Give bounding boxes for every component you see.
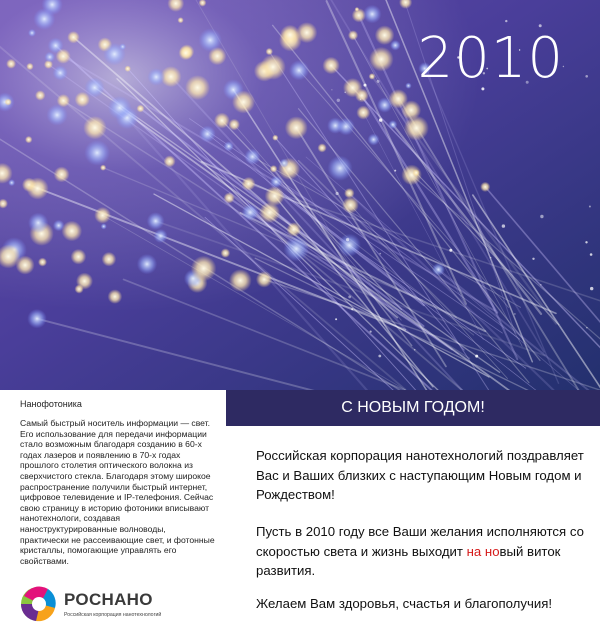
light-bokeh xyxy=(164,155,176,167)
star-dot xyxy=(502,224,505,227)
star-dot xyxy=(532,258,534,260)
light-bokeh xyxy=(102,252,117,267)
light-bokeh xyxy=(337,118,355,136)
light-bokeh xyxy=(27,309,47,329)
greeting-paragraph-2 xyxy=(256,522,596,581)
light-bokeh xyxy=(412,169,419,176)
light-bokeh xyxy=(6,59,16,69)
light-bokeh xyxy=(270,176,282,188)
light-bokeh xyxy=(355,7,360,12)
light-bokeh xyxy=(67,31,79,43)
light-bokeh xyxy=(71,249,87,265)
light-bokeh xyxy=(224,141,234,151)
rosnano-logo-icon xyxy=(18,584,58,624)
light-bokeh xyxy=(266,48,273,55)
star-dot xyxy=(364,84,367,87)
light-bokeh xyxy=(348,30,358,40)
light-bokeh xyxy=(62,221,83,242)
star-dot xyxy=(585,241,587,243)
light-bokeh xyxy=(270,165,278,173)
light-bokeh xyxy=(83,116,106,139)
light-bokeh xyxy=(26,63,33,70)
light-bokeh xyxy=(103,43,126,66)
light-bokeh xyxy=(256,271,272,287)
logo-name: РОСНАНО xyxy=(64,590,153,609)
star-dot xyxy=(351,308,353,310)
light-bokeh xyxy=(100,165,106,171)
star-dot xyxy=(475,355,478,358)
light-bokeh xyxy=(389,89,408,108)
light-bokeh xyxy=(356,106,370,120)
star-dot xyxy=(336,192,339,195)
light-bokeh xyxy=(35,90,45,100)
light-bokeh xyxy=(221,248,231,258)
star-dot xyxy=(590,287,593,290)
greeting-content xyxy=(226,426,600,640)
light-bokeh xyxy=(26,177,48,199)
light-bokeh xyxy=(147,68,165,86)
light-bokeh xyxy=(38,258,47,267)
light-bokeh xyxy=(125,66,131,72)
light-bokeh xyxy=(344,188,354,198)
light-bokeh xyxy=(259,202,280,223)
light-bokeh xyxy=(28,29,36,37)
star-dot xyxy=(540,284,541,285)
star-dot xyxy=(449,249,452,252)
star-dot xyxy=(585,75,588,78)
light-bokeh xyxy=(244,149,260,165)
paragraph-2-end: вый виток развития. xyxy=(256,543,561,578)
light-bokeh xyxy=(284,236,309,261)
star-dot xyxy=(490,257,491,258)
light-bokeh xyxy=(56,49,71,64)
light-bokeh xyxy=(390,40,401,51)
logo-subtitle: Российская корпорация нанотехнологий xyxy=(64,612,162,618)
light-bokeh xyxy=(108,96,132,120)
light-bokeh xyxy=(137,105,145,113)
light-bokeh xyxy=(5,98,12,105)
light-bokeh xyxy=(28,213,48,233)
star-dot xyxy=(335,318,337,320)
star-dot xyxy=(590,253,593,256)
star-dot xyxy=(505,20,507,22)
light-bokeh xyxy=(363,5,382,24)
rosnano-logo xyxy=(18,582,218,632)
light-bokeh xyxy=(280,159,289,168)
greeting-paragraph-3: Желаем Вам здоровья, счастья и благополучия! xyxy=(256,596,553,611)
light-bokeh xyxy=(343,78,362,97)
light-bokeh xyxy=(432,263,445,276)
light-bokeh xyxy=(287,222,301,236)
star-dot xyxy=(378,355,381,358)
star-dot xyxy=(394,170,396,172)
light-bokeh xyxy=(53,65,68,80)
light-bokeh xyxy=(318,143,327,152)
sidebar-title: Нанофотоника xyxy=(20,399,82,409)
light-bokeh xyxy=(76,273,93,290)
light-bokeh xyxy=(327,156,352,181)
light-bokeh xyxy=(368,134,380,146)
light-bokeh xyxy=(260,54,286,80)
light-bokeh xyxy=(404,116,429,141)
light-bokeh xyxy=(75,92,90,107)
star-dot xyxy=(337,99,340,102)
light-bokeh xyxy=(54,167,70,183)
star-dot xyxy=(348,296,351,299)
light-bokeh xyxy=(224,192,235,203)
light-bokeh xyxy=(101,223,107,229)
light-bokeh xyxy=(480,182,490,192)
star-dot xyxy=(414,349,416,351)
star-dot xyxy=(360,99,361,100)
light-bokeh xyxy=(369,47,394,72)
light-bokeh xyxy=(229,269,252,292)
light-bokeh xyxy=(84,140,110,166)
light-bokeh xyxy=(388,120,397,129)
light-bokeh xyxy=(272,135,278,141)
light-bokeh xyxy=(342,197,359,214)
light-bokeh xyxy=(25,136,32,143)
star-dot xyxy=(589,206,591,208)
star-dot xyxy=(331,89,332,90)
greeting-banner xyxy=(226,390,600,426)
light-bokeh xyxy=(94,207,111,224)
light-bokeh xyxy=(338,234,361,257)
greeting-paragraph-1: Российская корпорация нанотехнологий поздравляет Вас и Ваших близких с наступающим Новым годом и Рождеством! xyxy=(256,448,584,502)
light-bokeh xyxy=(289,60,309,80)
paragraph-2-highlight: на но xyxy=(466,543,500,559)
light-bokeh xyxy=(199,126,216,143)
sidebar xyxy=(0,390,226,640)
light-bokeh xyxy=(198,28,222,52)
star-dot xyxy=(379,253,381,255)
light-bokeh xyxy=(296,22,317,43)
light-bokeh xyxy=(191,256,217,282)
light-bokeh xyxy=(179,46,193,60)
light-bokeh xyxy=(242,177,256,191)
star-dot xyxy=(514,313,515,314)
light-bokeh xyxy=(46,104,67,125)
star-dot xyxy=(370,331,372,333)
light-bokeh xyxy=(232,91,255,114)
light-bokeh xyxy=(285,116,308,139)
sidebar-text: Самый быстрый носитель информации — свет. Его использование для передачи информации стало возможным благодаря созданию в 60-х годах лазеров и появлению в 70-х годах прошлого столетия оптического волокна из сверхчистого стекла. Благодаря этому широкое распространение получили быстрый интернет, цифровое телевидение и IP-телефония. Сейчас свою страницу в историю фотоники вписывают нанотехнологи, создавая наноструктурированные волноводы, практически не рассеивающие свет, и фотонные кристаллы, помогающие управлять его свойствами. xyxy=(20,418,215,566)
light-bokeh xyxy=(228,119,240,131)
year-title: 2010 xyxy=(417,26,564,91)
light-bokeh xyxy=(242,204,259,221)
light-bokeh xyxy=(147,212,165,230)
star-dot xyxy=(379,118,382,121)
light-bokeh xyxy=(405,83,411,89)
star-dot xyxy=(377,80,380,83)
star-dot xyxy=(344,92,346,94)
paragraph-2-start: Пусть в 2010 году все Ваши желания исполняются со скоростью света и жизнь выходит xyxy=(256,524,584,559)
star-dot xyxy=(346,238,349,241)
light-bokeh xyxy=(185,75,210,100)
star-dot xyxy=(586,327,587,328)
light-bokeh xyxy=(33,8,55,30)
light-bokeh xyxy=(137,254,157,274)
light-bokeh xyxy=(369,73,376,80)
star-dot xyxy=(540,215,543,218)
greeting-banner-text: С НОВЫМ ГОДОМ! xyxy=(341,399,485,416)
light-bokeh xyxy=(178,17,184,23)
light-bokeh xyxy=(108,289,123,304)
light-bokeh xyxy=(322,57,339,74)
light-bokeh xyxy=(154,229,168,243)
light-bokeh xyxy=(214,113,230,129)
light-bokeh xyxy=(44,52,55,63)
